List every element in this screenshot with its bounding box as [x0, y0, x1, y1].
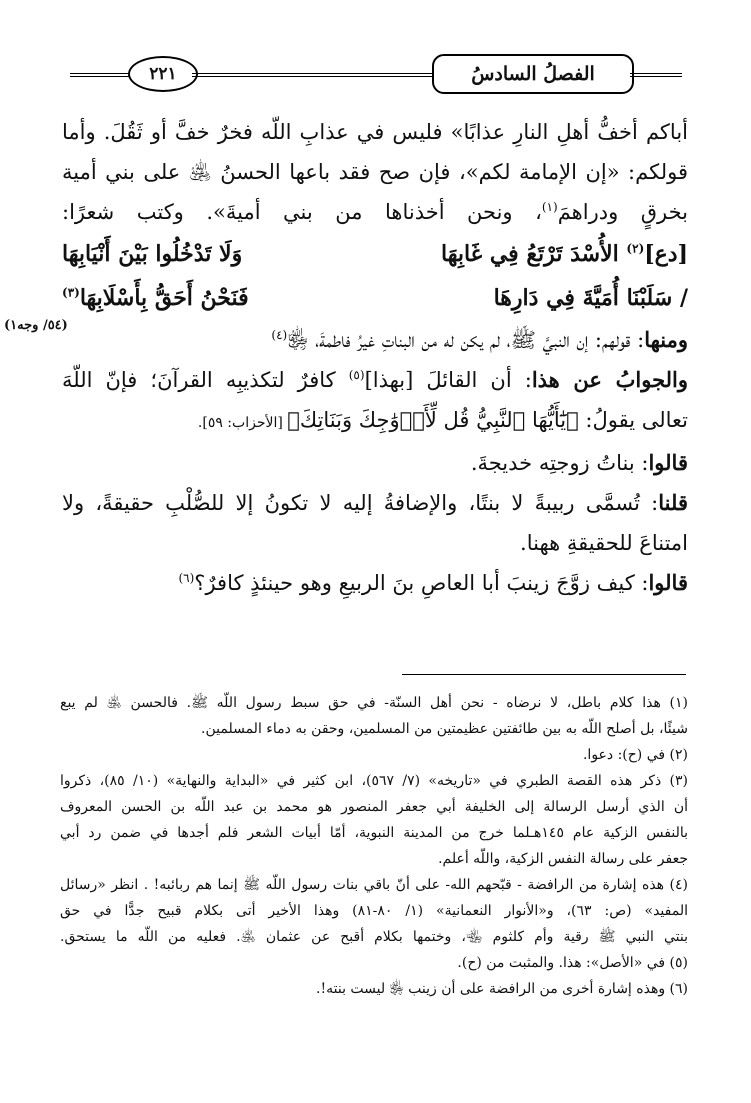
hemistich-text: سَلَبْنَا أُمَيَّةَ فِي دَارِهَا — [493, 285, 673, 311]
verse-hemistich-second — [62, 276, 249, 320]
text-line-6 — [62, 400, 688, 443]
footnote-ref: (١) — [541, 200, 558, 214]
footnote-3-line-3: بالنفس الزكية عام ١٤٥هـلما خرج من المدينة النبوية، أمّا أبيات الشعر فلم أجدها في ضمن رد أبي — [60, 825, 688, 841]
text: : قولهم: إن النبيَّ ﷺ، لم يكن له من البناتِ غيرُ فاطمةَ، ﵂ — [287, 328, 645, 352]
footnote-4-line-2: المفيد» (ص: ٦٣)، و«الأنوار النعمانية» (١/ ٨٠-٨١) وهذا الأخير أتى بكلام قبيح جدًّا في حق — [60, 903, 688, 919]
footnote-ref: (٥) — [348, 368, 365, 382]
verse-hemistich-first — [494, 276, 688, 320]
bold-lead: قلنا — [658, 490, 688, 515]
text-line-3 — [62, 192, 688, 232]
text-line-4 — [62, 320, 688, 360]
footnote-ref: (٤) — [271, 328, 288, 342]
footnote-3-line-4: جعفر على رسالة النفس الزكية، واللّه أعلم. — [438, 851, 688, 867]
poem-verse-2 — [62, 276, 688, 320]
text-line-8 — [62, 483, 688, 523]
verse-hemistich-first — [441, 232, 688, 276]
footnote-4-line-3: بنتي النبي ﷺ رقية وأم كلثوم ﵄، وختمها بكلام أقبح عن عثمان ﵁. فعليه من اللّه ما يستحق. — [60, 929, 688, 945]
text-line-9: امتناعَ للحقيقةِ ههنا. — [520, 531, 688, 555]
text: كافرٌ لتكذيبِه القرآنَ؛ فإنّ اللّهَ — [62, 368, 349, 392]
page-break-slash: / — [679, 285, 688, 311]
text: ، ونحن أخذناها من بني أميةَ». وكتب شعرًا: — [62, 200, 542, 224]
footnote-1-line-2: شيئًا، بل أصلح اللّه به بين طائفتين عظيمتين من المسلمين، وحقن به دماء المسلمين. — [201, 721, 688, 737]
text-line-10 — [62, 563, 688, 603]
footnote-ref: (٢) — [626, 241, 645, 256]
header-rule-right — [630, 73, 682, 77]
footnote-3-line-1: (٣) ذكر هذه القصة الطبري في «تاريخه» (٧/ ٥٦٧)، ابن كثير في «البداية والنهاية» (١٠/ ٨٥)، ذكروا — [60, 773, 688, 789]
text-line-1: أباكم أخفُّ أهلِ النارِ عذابًا» فليس في عذابِ اللّه فخرٌ خفَّ أو ثَقُلَ. وأما — [62, 120, 688, 144]
text: : كيف زوَّجَ زينبَ أبا العاصِ بنَ الربيعِ وهو حينئذٍ كافرٌ؟ — [194, 571, 649, 595]
footnote-1-line-1: (١) هذا كلام باطل، لا نرضاه - نحن أهل السنّة- في حق سبط رسول اللّه ﷺ. فالحسن ﵁ لم يبع — [60, 695, 688, 711]
quran-quote: تعالى يقولُ: ﴿يَٰٓأَيُّهَا ٱلنَّبِيُّ قُل لِّأَزۡوَٰجِكَ وَبَنَاتِكَ﴾ — [287, 408, 688, 432]
text: : أن القائلَ [بهذا] — [364, 368, 532, 392]
footnote-ref: (٦) — [178, 571, 195, 585]
bold-lead: ومنها — [644, 327, 688, 352]
text-line-2: قولكم: «إن الإمامة لكم»، فإن صح فقد باعها الحسنُ ﵁ على بني أمية — [62, 160, 688, 184]
page-number: ٢٢١ — [128, 56, 198, 92]
text-line-5 — [62, 360, 688, 400]
footnote-2: (٢) في (ح): دعوا. — [582, 747, 688, 763]
footnote-ref: (٣) — [62, 285, 80, 300]
footnote-4-line-1: (٤) هذه إشارة من الرافضة - قبّحهم الله- على أنّ باقي بنات رسول اللّه ﷺ إنما هم ربائبه! . انظر «رسائل — [60, 877, 688, 893]
text-line-7 — [62, 443, 688, 483]
bold-lead: قالوا — [648, 570, 688, 595]
chapter-title: الفصلُ السادسُ — [432, 54, 634, 94]
header-rule-left — [70, 73, 130, 77]
footnote-separator — [402, 674, 686, 675]
manuscript-margin-note: (٥٤/ وجه١) — [4, 318, 68, 333]
header-rule-middle — [192, 73, 432, 77]
hemistich-text: فَنَحْنُ أَحَقُّ بِأَسْلَابِهَا — [79, 285, 249, 311]
text: : تُسمَّى ربيبةً لا بنتًا، والإضافةُ إليه لا تكونُ إلا للصُّلْبِ حقيقةً، ولا — [62, 491, 659, 515]
hemistich-text: الأُسْدَ تَرْتَعُ فِي غَابِهَا — [441, 241, 619, 267]
main-text — [62, 112, 688, 603]
text: بخرقٍ ودراهمَ — [557, 200, 688, 224]
quran-source: [الأحزاب: ٥٩]. — [197, 415, 288, 431]
poem-verse-1 — [62, 232, 688, 276]
bracket-ref: [دع] — [644, 241, 688, 267]
bold-lead: قالوا — [648, 450, 688, 475]
footnotes — [60, 690, 688, 1002]
verse-hemistich-second: وَلَا تَدْخُلُوا بَيْنَ أَنْيَابِهَا — [62, 241, 243, 267]
footnote-3-line-2: أن الذي أرسل الرسالة إلى الخليفة أبي جعفر المنصور هو محمد بن عبد اللّه بن الحسن المعروف — [60, 799, 688, 815]
footnote-6: (٦) وهذه إشارة أخرى من الرافضة على أن زينب ﵂ ليست بنته!. — [316, 981, 688, 997]
page-header — [70, 48, 682, 96]
bold-lead: والجوابُ عن هذا — [531, 367, 689, 392]
footnote-5: (٥) في «الأصل»: هذا. والمثبت من (ح). — [457, 955, 688, 971]
text: : بناتُ زوجتِه خديجةَ. — [470, 451, 649, 475]
